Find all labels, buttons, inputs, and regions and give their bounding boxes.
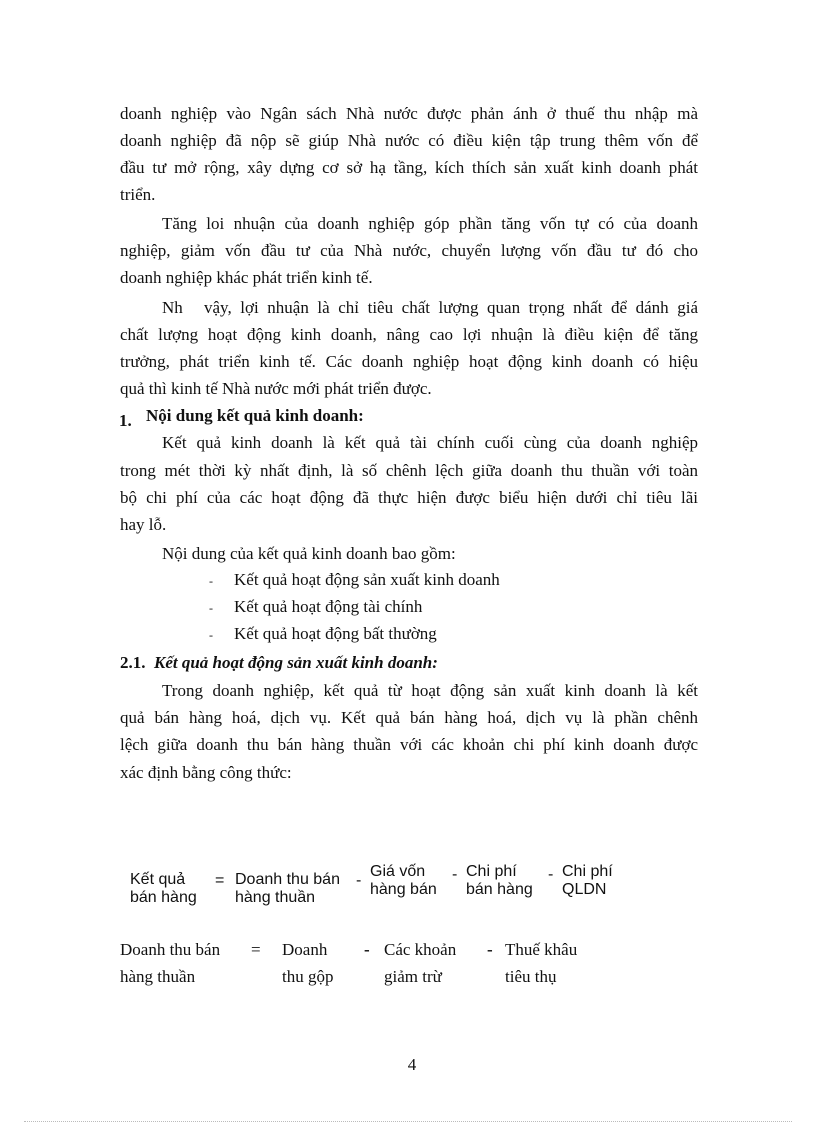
equals-sign: = <box>251 940 261 959</box>
formula-term: thu gộp <box>282 967 334 986</box>
bullet-dash: - <box>209 601 213 615</box>
page-bottom-border <box>24 1121 792 1122</box>
paragraph-line: doanh nghiệp đã nộp sẽ giúp Nhà nước có điều kiện tập trung thêm vốn để <box>120 131 698 150</box>
paragraph-line: Tăng loi nhuận của doanh nghiệp góp phần tăng vốn tự có của doanh <box>162 214 698 233</box>
paragraph-line: chất lượng hoạt động kinh doanh, nâng cao lợi nhuận là điều kiện để tăng <box>120 325 698 344</box>
list-item: Kết quả hoạt động sản xuất kinh doanh <box>234 570 500 589</box>
formula-term: Kết quả <box>130 871 186 888</box>
section-number: 1. <box>119 411 132 430</box>
formula-term: Thuế khâu <box>505 940 578 959</box>
formula-term: hàng thuần <box>235 889 316 906</box>
minus-sign: - <box>548 866 554 883</box>
minus-sign: - <box>452 866 458 883</box>
formula-term: Chi phí <box>466 863 517 880</box>
bullet-dash: - <box>209 574 213 588</box>
bullet-dash: - <box>209 628 213 642</box>
list-item: Kết quả hoạt động tài chính <box>234 597 423 616</box>
page-number: 4 <box>407 1055 417 1074</box>
formula-term: Giá vốn <box>370 863 426 880</box>
minus-sign: - <box>364 940 370 959</box>
formula-term: Doanh <box>282 940 328 959</box>
paragraph-line: triển. <box>120 185 156 204</box>
section-title: Nội dung kết quả kinh doanh: <box>146 406 364 425</box>
paragraph-line: bộ chi phí của các hoạt động đã thực hiện được biểu hiện dưới chỉ tiêu lãi <box>120 488 698 507</box>
paragraph-line: doanh nghiệp vào Ngân sách Nhà nước được phản ánh ở thuế thu nhập mà <box>120 104 698 123</box>
equals-sign: = <box>215 872 225 889</box>
formula-term: bán hàng <box>130 889 197 906</box>
content-intro: Nội dung của kết quả kinh doanh bao gồm: <box>162 544 456 563</box>
paragraph-line: quả thì kinh tế Nhà nước mới phát triển được. <box>120 379 432 398</box>
paragraph-line: đầu tư mở rộng, xây dựng cơ sở hạ tầng, kích thích sản xuất kinh doanh phát <box>120 158 698 177</box>
formula-term: Chi phí <box>562 863 613 880</box>
paragraph-line: Kết quả kinh doanh là kết quả tài chính cuối cùng của doanh nghiệp <box>162 433 698 452</box>
paragraph-line: trong mét thời kỳ nhất định, là số chênh lệch giữa doanh thu thuần với toàn <box>120 461 698 480</box>
paragraph-line: lệch giữa doanh thu bán hàng thuần với các khoản chi phí kinh doanh được <box>120 735 698 754</box>
paragraph-line: quả bán hàng hoá, dịch vụ. Kết quả bán hàng hoá, dịch vụ là phần chênh <box>120 708 698 727</box>
formula-term: hàng bán <box>370 881 437 898</box>
formula-term: Doanh thu bán <box>235 871 340 888</box>
formula-term: Doanh thu bán <box>120 940 221 959</box>
paragraph-line: hay lỗ. <box>120 515 167 534</box>
formula-term: hàng thuần <box>120 967 196 986</box>
list-item: Kết quả hoạt động bất thường <box>234 624 437 643</box>
formula-term: giảm trừ <box>384 967 442 986</box>
paragraph-line: nghiệp, giảm vốn đầu tư của Nhà nước, chuyển lượng vốn đầu tư đó cho <box>120 241 698 260</box>
paragraph-line: doanh nghiệp khác phát triển kinh tế. <box>120 268 373 287</box>
minus-sign: - <box>356 872 362 889</box>
paragraph-line: vậy, lợi nhuận là chỉ tiêu chất lượng quan trọng nhất để dánh giá <box>204 298 698 317</box>
formula-term: QLDN <box>562 881 607 898</box>
paragraph-line: Trong doanh nghiệp, kết quả từ hoạt động sản xuất kinh doanh là kết <box>162 681 698 700</box>
paragraph-lead: Nh <box>162 298 183 317</box>
paragraph-line: trưởng, phát triển kinh tế. Các doanh nghiệp hoạt động kinh doanh có hiệu <box>120 352 698 371</box>
subsection-title: Kết quả hoạt động sản xuất kinh doanh: <box>154 653 438 672</box>
paragraph-line: xác định bằng công thức: <box>120 763 292 782</box>
formula-term: Các khoản <box>384 940 457 959</box>
formula-term: tiêu thụ <box>505 967 557 986</box>
formula-term: bán hàng <box>466 881 533 898</box>
minus-sign: - <box>487 940 493 959</box>
subsection-number: 2.1. <box>120 653 146 672</box>
